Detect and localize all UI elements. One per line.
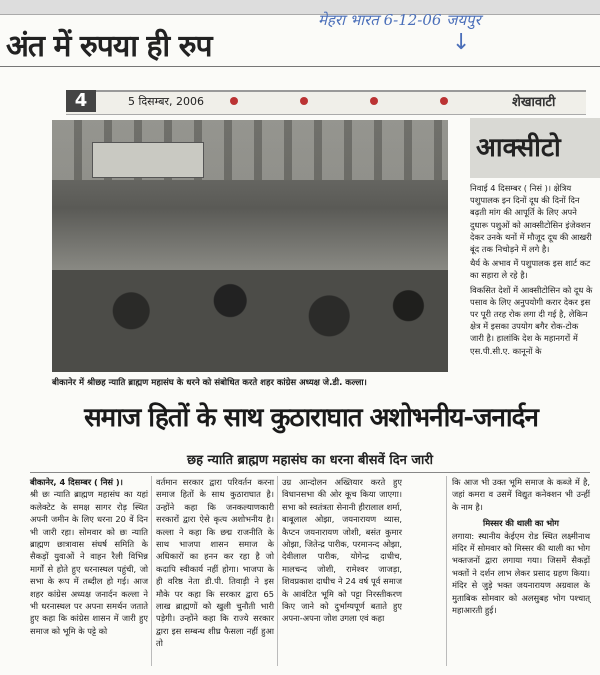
- side-story-paragraph: थैर्य के अभाव में पशुपालक इस शार्ट कट का सहारा ले रहे है।: [470, 258, 591, 281]
- story-column-4-body: लगाया: स्थानीय केईएम रोड स्थित लक्ष्मीनाथ मंदिर में सोमवार को मिस्सर की थाली का भोग भक्तजनों द्वारा लगाया गया। जिसमें सैकड़ों भक्तों ने दर्शन लाभ लेकर प्रसाद ग्रहण किया। मंदिर से जुड़े भक्त जयनारायण अग्रवाल के मुताबिक सोमवार को अलसुबह भोग पश्चात् महाआरती हुई।: [452, 530, 590, 616]
- story-column-1-text: श्री छः न्याति ब्राह्मण महासंघ का यहां कलेक्टेट के समक्ष सागर रोड़ स्थित अपनी जमीन के लिए धरना 20 वें दिन भी जारी रहा। सोमवार को छः न्याति ब्राह्मण छात्रावास संघर्ष समिति के सैकड़ों युवाओं ने वाहन रैली विभिन्न मार्गों से होते हुए धरनास्थल पहुंची, जो सभा के रूप में तब्दील हो गई। आज शहर कांग्रेस अध्यक्ष जनार्दन कल्ला ने भी धरनास्थल पर अपना समर्थन जताते हुए कहा कि कांग्रेस शासन में जारी हुए समाज को भूमि के पट्टे को: [30, 489, 148, 636]
- decorative-dot-icon: [300, 97, 308, 105]
- side-story-paragraph: विकसित देशों में आक्सीटोसिन को दूध के पसाव के लिए अनुपयोगी करार देकर इस पर पूरी तरह रोक लगा दी गई है, लेकिन क्षेत्र में इसका उपयोग बगैर रोक-टोक जारी है। हालांकि देश के महानगरों में एस.पी.सी.ए. कानूनों के: [470, 284, 593, 356]
- column-divider: [151, 476, 152, 666]
- side-story-headline: आक्सीटो: [470, 118, 600, 178]
- main-headline: समाज हितों के साथ कुठाराघात अशोभनीय-जनार्दन: [84, 403, 538, 433]
- side-story-body: [470, 182, 594, 357]
- top-strip: [0, 0, 600, 15]
- story-column-1: [30, 476, 148, 637]
- decorative-dot-icon: [230, 97, 238, 105]
- handwritten-arrow-icon: ↓: [452, 30, 471, 55]
- main-subheadline: छह न्याति ब्राह्मण महासंघ का धरना बीसवें दिन जारी: [186, 453, 434, 468]
- story-column-4-top: कि आज भी उक्त भूमि समाज के कब्जे में है, जहां कमरा व उसमें विद्युत कनेक्शन भी उन्हीं के नाम है।: [452, 477, 590, 512]
- story-divider: [30, 472, 590, 473]
- photo-caption: बीकानेर में श्रीछह न्याति ब्राह्मण महासंघ के धरने को संबोधित करते शहर कांग्रेस अध्यक्ष जे.डी. कल्ला।: [52, 378, 367, 388]
- side-story-paragraph: निवाई 4 दिसम्बर ( निसं )। क्षेत्रिय पशुपालक इन दिनों दूध की दिनों दिन बढ़ती मांग की आपूर्ति के लिए अपने दुधारू पशुओं को आक्सीटोसिन इंजेक्शन देकर उनके थनों में मौजूद दूध की आखरी बूंद तक निचोड़ने में लगे है।: [470, 183, 592, 255]
- photo-crowd: [52, 270, 448, 372]
- story-column-2: वर्तमान सरकार द्वारा परिवर्तन करना समाज हितों के साथ कुठाराघात है। उन्होंने कहा कि जनकल्याणकारी सरकारों द्वारा ऐसे कृत्य अशोभनीय है। कल्ला ने कहा कि छद्म राजनीति के साथ भाजपा शासन समाज के अधिकारों का हनन कर रहा है जो कदापि स्वीकार्य नहीं होगा। भाजपा के ही वरिष्ठ नेता डी.पी. तिवाड़ी ने इस मौके पर कहा कि सरकार द्वारा 65 लाख ब्राह्मणों को खुली चुनौती भारी पड़ेगी। उन्होंने कहा कि राज्ये सरकार द्वारा इस सम्बन्ध शीघ्र फैसला नहीं हुआ तो: [156, 477, 274, 649]
- top-headline: अंत में रुपया ही रुप: [6, 29, 212, 64]
- decorative-dot-icon: [440, 97, 448, 105]
- story-column-4: [452, 476, 590, 616]
- story-column-4-subhead: मिस्सर की थाली का भोग: [483, 518, 559, 529]
- top-divider: [0, 66, 600, 67]
- handwritten-note: मेहरा भारत 6-12-06 जयपुर: [318, 11, 481, 29]
- page-date: 5 दिसम्बर, 2006: [128, 95, 204, 108]
- story-column-3: उग्र आन्दोलन अख्तियार करते हुए विधानसभा की ओर कूच किया जाएगा। सभा को स्वतंत्रता सेनानी हीरालाल शर्मा, बाबूलाल ओझा, जयनारायण व्यास, कैप्टन जयनारायण जोशी, बसंत कुमार ओझा, जितेन्द्र पारीक, परमानन्द ओझा, देवीलाल पारीक, योगेन्द्र दाधीच, मालचन्द जोशी, रामेश्वर जाजड़ा, शिवप्रकाश दाधीच ने 24 वर्ष पूर्व समाज के आवंटित भूमि को पट्टा निरस्तीकरण किए जाने को दुर्भाग्यपूर्ण बताते हुए अपना-अपना जोश उगला एवं कहा: [282, 477, 402, 624]
- column-divider: [446, 476, 447, 666]
- page-number: 4: [66, 90, 96, 112]
- photo-banner: [92, 142, 204, 178]
- news-photo: [52, 120, 448, 372]
- section-title: शेखावाटी: [512, 95, 556, 110]
- decorative-dot-icon: [370, 97, 378, 105]
- story-dateline: बीकानेर, 4 दिसम्बर ( निसं )।: [30, 477, 123, 487]
- column-divider: [277, 476, 278, 666]
